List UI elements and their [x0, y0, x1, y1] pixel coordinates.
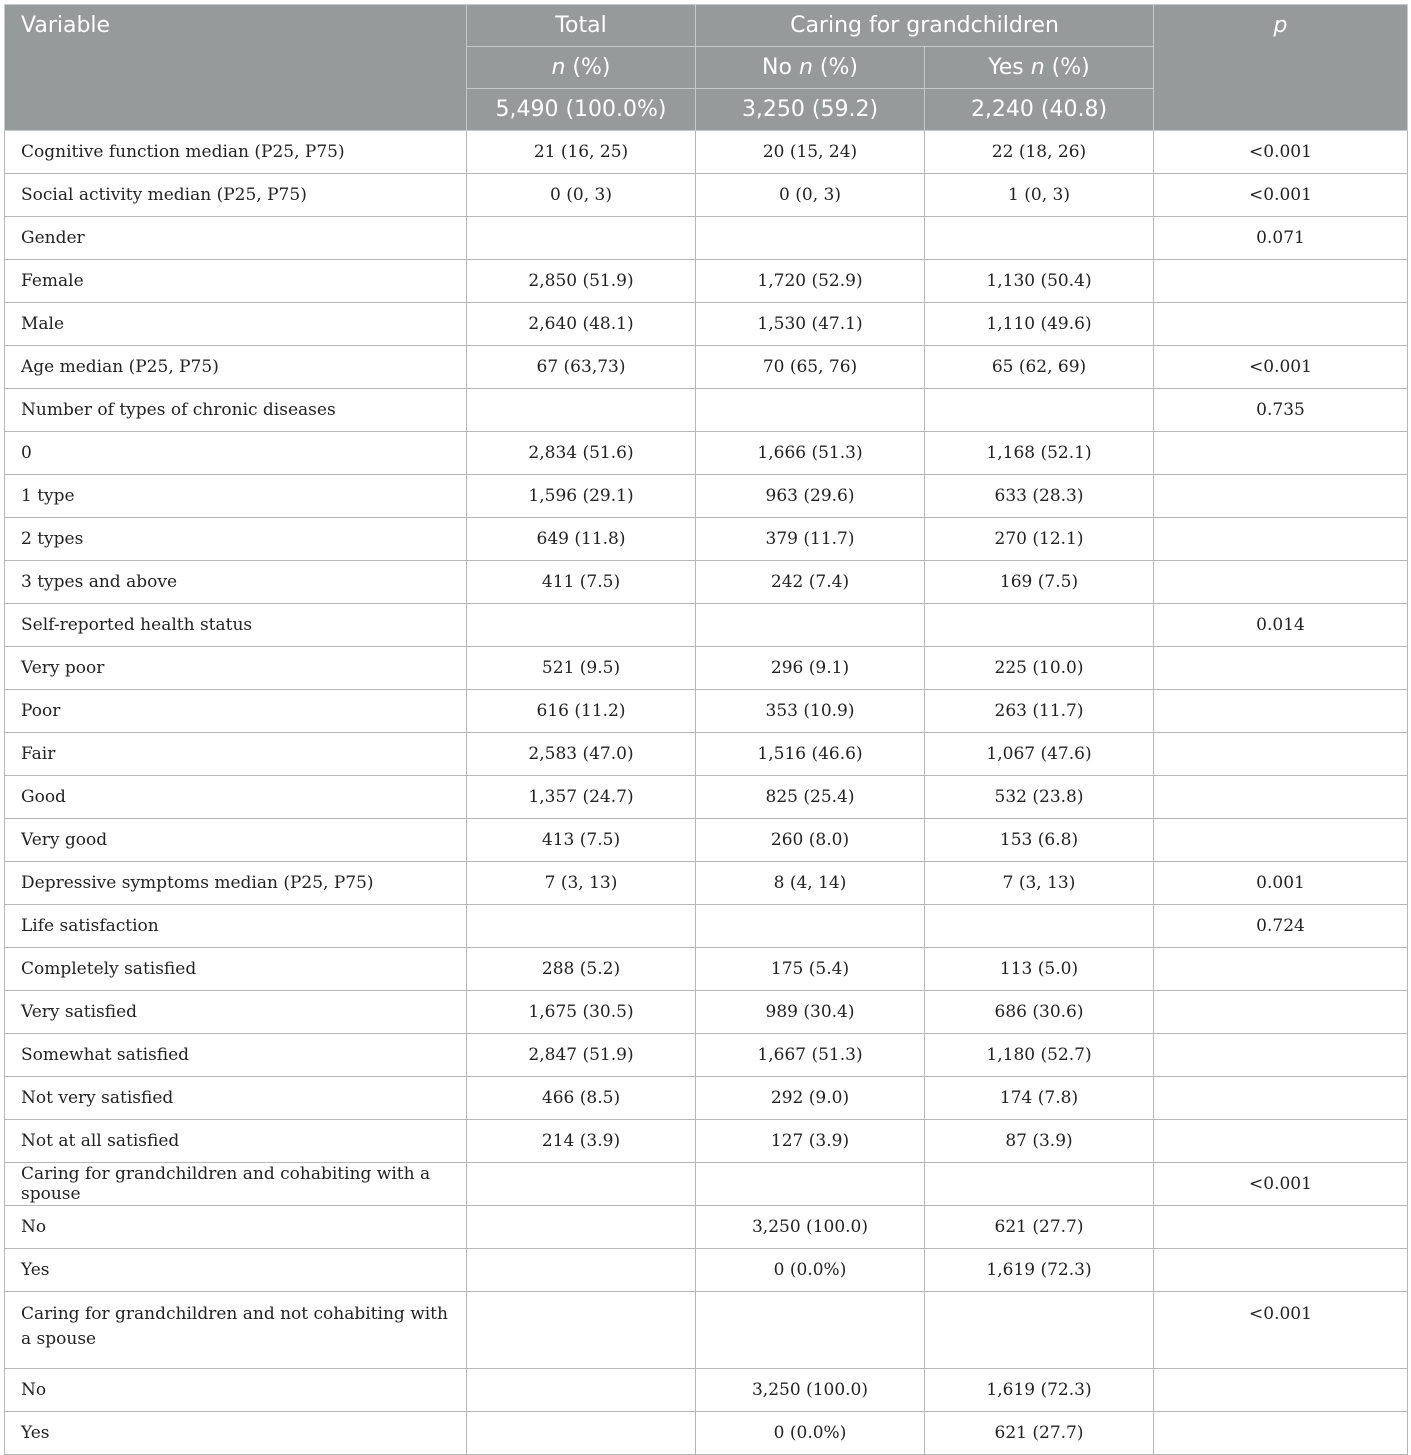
- variable-cell: Somewhat satisfied: [5, 1034, 467, 1077]
- yes-cell: 65 (62, 69): [925, 346, 1154, 389]
- table-row: [5, 389, 1408, 432]
- total-cell: [467, 1249, 696, 1292]
- p-value-cell: [1154, 819, 1408, 862]
- data-table: [4, 4, 1408, 1455]
- table-header: [5, 5, 1408, 131]
- yes-cell: 87 (3.9): [925, 1120, 1154, 1163]
- p-value-cell: [1154, 1077, 1408, 1120]
- yes-cell: 1,110 (49.6): [925, 303, 1154, 346]
- no-cell: 1,666 (51.3): [696, 432, 925, 475]
- no-cell: 1,530 (47.1): [696, 303, 925, 346]
- total-cell: [467, 1412, 696, 1455]
- variable-cell: Number of types of chronic diseases: [5, 389, 467, 432]
- p-value-cell: [1154, 1120, 1408, 1163]
- p-value-cell: <0.001: [1154, 1292, 1408, 1369]
- table-row: [5, 1034, 1408, 1077]
- p-value-cell: [1154, 260, 1408, 303]
- yes-cell: 225 (10.0): [925, 647, 1154, 690]
- no-header: [696, 47, 925, 89]
- yes-cell: 1 (0, 3): [925, 174, 1154, 217]
- p-value-cell: 0.735: [1154, 389, 1408, 432]
- no-cell: 3,250 (100.0): [696, 1369, 925, 1412]
- total-cell: 521 (9.5): [467, 647, 696, 690]
- variable-cell: Life satisfaction: [5, 905, 467, 948]
- p-value-cell: 0.071: [1154, 217, 1408, 260]
- table-row: [5, 733, 1408, 776]
- variable-cell: Poor: [5, 690, 467, 733]
- table-row: [5, 776, 1408, 819]
- yes-cell: [925, 604, 1154, 647]
- table-row: [5, 1120, 1408, 1163]
- total-cell: 21 (16, 25): [467, 131, 696, 174]
- no-cell: 3,250 (100.0): [696, 1206, 925, 1249]
- no-cell: 1,516 (46.6): [696, 733, 925, 776]
- yes-cell: 621 (27.7): [925, 1412, 1154, 1455]
- total-cell: [467, 905, 696, 948]
- variable-cell: Social activity median (P25, P75): [5, 174, 467, 217]
- variable-cell: Not very satisfied: [5, 1077, 467, 1120]
- header-row: [5, 5, 1408, 47]
- yes-label: Yes: [988, 55, 1031, 80]
- p-value-cell: 0.724: [1154, 905, 1408, 948]
- table-row: [5, 647, 1408, 690]
- yes-cell: [925, 905, 1154, 948]
- no-cell: 8 (4, 14): [696, 862, 925, 905]
- yes-cell: 633 (28.3): [925, 475, 1154, 518]
- p-value-cell: [1154, 303, 1408, 346]
- table-row: [5, 604, 1408, 647]
- table-row: [5, 1292, 1408, 1369]
- variable-cell: Gender: [5, 217, 467, 260]
- p-header: p: [1154, 5, 1408, 131]
- p-value-cell: [1154, 647, 1408, 690]
- total-cell: 1,675 (30.5): [467, 991, 696, 1034]
- total-cell: 1,596 (29.1): [467, 475, 696, 518]
- p-value-cell: [1154, 991, 1408, 1034]
- p-value-cell: <0.001: [1154, 346, 1408, 389]
- table-row: [5, 1249, 1408, 1292]
- p-value-cell: [1154, 1206, 1408, 1249]
- variable-cell: 0: [5, 432, 467, 475]
- p-value-cell: [1154, 948, 1408, 991]
- table-row: [5, 260, 1408, 303]
- no-cell: 825 (25.4): [696, 776, 925, 819]
- no-cell: 963 (29.6): [696, 475, 925, 518]
- p-value-cell: [1154, 1034, 1408, 1077]
- p-value-cell: <0.001: [1154, 131, 1408, 174]
- total-cell: 214 (3.9): [467, 1120, 696, 1163]
- p-value-cell: [1154, 690, 1408, 733]
- variable-header: Variable: [5, 5, 467, 131]
- no-cell: 296 (9.1): [696, 647, 925, 690]
- total-cell: 1,357 (24.7): [467, 776, 696, 819]
- total-cell: 2,850 (51.9): [467, 260, 696, 303]
- variable-cell: 2 types: [5, 518, 467, 561]
- no-cell: [696, 604, 925, 647]
- yes-cell: 1,067 (47.6): [925, 733, 1154, 776]
- total-cell: 2,847 (51.9): [467, 1034, 696, 1077]
- total-cell: 0 (0, 3): [467, 174, 696, 217]
- variable-cell: No: [5, 1206, 467, 1249]
- table-row: [5, 303, 1408, 346]
- p-value-cell: [1154, 432, 1408, 475]
- variable-cell: Completely satisfied: [5, 948, 467, 991]
- table-row: [5, 862, 1408, 905]
- total-cell: 411 (7.5): [467, 561, 696, 604]
- variable-cell: Caring for grandchildren and not cohabiting with a spouse: [5, 1292, 467, 1369]
- pct-label: (%): [812, 55, 858, 80]
- no-cell: 0 (0.0%): [696, 1412, 925, 1455]
- yes-cell: 1,168 (52.1): [925, 432, 1154, 475]
- table-body: [5, 131, 1408, 1455]
- total-cell: [467, 217, 696, 260]
- table-row: [5, 217, 1408, 260]
- no-cell: 0 (0, 3): [696, 174, 925, 217]
- yes-cell: [925, 1292, 1154, 1369]
- p-value-cell: [1154, 518, 1408, 561]
- table-row: [5, 1412, 1408, 1455]
- p-value-cell: [1154, 475, 1408, 518]
- total-cell: 413 (7.5): [467, 819, 696, 862]
- yes-cell: [925, 217, 1154, 260]
- yes-cell: [925, 389, 1154, 432]
- n-label: n: [1030, 55, 1045, 80]
- table-row: [5, 131, 1408, 174]
- total-cell: [467, 604, 696, 647]
- variable-cell: Caring for grandchildren and cohabiting with a spouse: [5, 1163, 467, 1206]
- yes-cell: 270 (12.1): [925, 518, 1154, 561]
- variable-cell: Yes: [5, 1412, 467, 1455]
- variable-cell: Cognitive function median (P25, P75): [5, 131, 467, 174]
- variable-cell: 1 type: [5, 475, 467, 518]
- table-row: [5, 1163, 1408, 1206]
- variable-cell: Not at all satisfied: [5, 1120, 467, 1163]
- total-cell: [467, 1369, 696, 1412]
- no-label: No: [762, 55, 799, 80]
- yes-cell: 1,619 (72.3): [925, 1369, 1154, 1412]
- p-value-cell: [1154, 1369, 1408, 1412]
- yes-cell: 532 (23.8): [925, 776, 1154, 819]
- p-value-cell: [1154, 776, 1408, 819]
- no-cell: 379 (11.7): [696, 518, 925, 561]
- n-label: n: [551, 55, 566, 80]
- variable-cell: Very good: [5, 819, 467, 862]
- no-cell: 1,667 (51.3): [696, 1034, 925, 1077]
- total-cell: 288 (5.2): [467, 948, 696, 991]
- table-row: [5, 174, 1408, 217]
- table-row: [5, 1206, 1408, 1249]
- variable-cell: No: [5, 1369, 467, 1412]
- variable-cell: Fair: [5, 733, 467, 776]
- no-cell: 70 (65, 76): [696, 346, 925, 389]
- yes-cell: [925, 1163, 1154, 1206]
- table-row: [5, 346, 1408, 389]
- no-cell: 175 (5.4): [696, 948, 925, 991]
- total-n-pct-header: [467, 47, 696, 89]
- caring-group-header: Caring for grandchildren: [696, 5, 1154, 47]
- p-value-cell: <0.001: [1154, 1163, 1408, 1206]
- no-cell: 260 (8.0): [696, 819, 925, 862]
- table-row: [5, 991, 1408, 1034]
- total-cell: 2,834 (51.6): [467, 432, 696, 475]
- p-value-cell: 0.014: [1154, 604, 1408, 647]
- total-cell: 649 (11.8): [467, 518, 696, 561]
- yes-n-header: 2,240 (40.8): [925, 89, 1154, 131]
- no-cell: 20 (15, 24): [696, 131, 925, 174]
- no-cell: 353 (10.9): [696, 690, 925, 733]
- variable-cell: Self-reported health status: [5, 604, 467, 647]
- table-row: [5, 690, 1408, 733]
- yes-cell: 621 (27.7): [925, 1206, 1154, 1249]
- no-cell: [696, 389, 925, 432]
- yes-cell: 7 (3, 13): [925, 862, 1154, 905]
- total-cell: [467, 1163, 696, 1206]
- table-row: [5, 948, 1408, 991]
- variable-cell: Male: [5, 303, 467, 346]
- p-value-cell: [1154, 733, 1408, 776]
- table-row: [5, 561, 1408, 604]
- pct-label: (%): [1044, 55, 1090, 80]
- yes-cell: 169 (7.5): [925, 561, 1154, 604]
- p-value-cell: [1154, 1249, 1408, 1292]
- total-cell: 2,640 (48.1): [467, 303, 696, 346]
- table-row: [5, 1369, 1408, 1412]
- variable-cell: Depressive symptoms median (P25, P75): [5, 862, 467, 905]
- variable-cell: Good: [5, 776, 467, 819]
- yes-cell: 113 (5.0): [925, 948, 1154, 991]
- total-header: Total: [467, 5, 696, 47]
- pct-label: (%): [565, 55, 611, 80]
- yes-cell: 153 (6.8): [925, 819, 1154, 862]
- total-cell: [467, 1292, 696, 1369]
- table-row: [5, 819, 1408, 862]
- total-n-header: 5,490 (100.0%): [467, 89, 696, 131]
- p-value-cell: 0.001: [1154, 862, 1408, 905]
- table-row: [5, 518, 1408, 561]
- yes-cell: 1,619 (72.3): [925, 1249, 1154, 1292]
- variable-cell: Very poor: [5, 647, 467, 690]
- variable-cell: 3 types and above: [5, 561, 467, 604]
- yes-cell: 263 (11.7): [925, 690, 1154, 733]
- yes-cell: 1,180 (52.7): [925, 1034, 1154, 1077]
- total-cell: 7 (3, 13): [467, 862, 696, 905]
- total-cell: [467, 389, 696, 432]
- table-row: [5, 475, 1408, 518]
- table-row: [5, 432, 1408, 475]
- no-cell: [696, 905, 925, 948]
- no-cell: 242 (7.4): [696, 561, 925, 604]
- total-cell: 67 (63,73): [467, 346, 696, 389]
- total-cell: 466 (8.5): [467, 1077, 696, 1120]
- p-value-cell: [1154, 1412, 1408, 1455]
- variable-cell: Yes: [5, 1249, 467, 1292]
- no-cell: 127 (3.9): [696, 1120, 925, 1163]
- no-cell: [696, 1292, 925, 1369]
- no-cell: [696, 217, 925, 260]
- total-cell: 2,583 (47.0): [467, 733, 696, 776]
- yes-cell: 174 (7.8): [925, 1077, 1154, 1120]
- p-value-cell: <0.001: [1154, 174, 1408, 217]
- total-cell: 616 (11.2): [467, 690, 696, 733]
- no-cell: [696, 1163, 925, 1206]
- yes-cell: 22 (18, 26): [925, 131, 1154, 174]
- variable-cell: Very satisfied: [5, 991, 467, 1034]
- no-cell: 0 (0.0%): [696, 1249, 925, 1292]
- yes-cell: 1,130 (50.4): [925, 260, 1154, 303]
- yes-header: [925, 47, 1154, 89]
- table-row: [5, 905, 1408, 948]
- total-cell: [467, 1206, 696, 1249]
- table-row: [5, 1077, 1408, 1120]
- no-n-header: 3,250 (59.2): [696, 89, 925, 131]
- variable-cell: Female: [5, 260, 467, 303]
- variable-cell: Age median (P25, P75): [5, 346, 467, 389]
- n-label: n: [798, 55, 813, 80]
- no-cell: 292 (9.0): [696, 1077, 925, 1120]
- p-value-cell: [1154, 561, 1408, 604]
- no-cell: 1,720 (52.9): [696, 260, 925, 303]
- no-cell: 989 (30.4): [696, 991, 925, 1034]
- yes-cell: 686 (30.6): [925, 991, 1154, 1034]
